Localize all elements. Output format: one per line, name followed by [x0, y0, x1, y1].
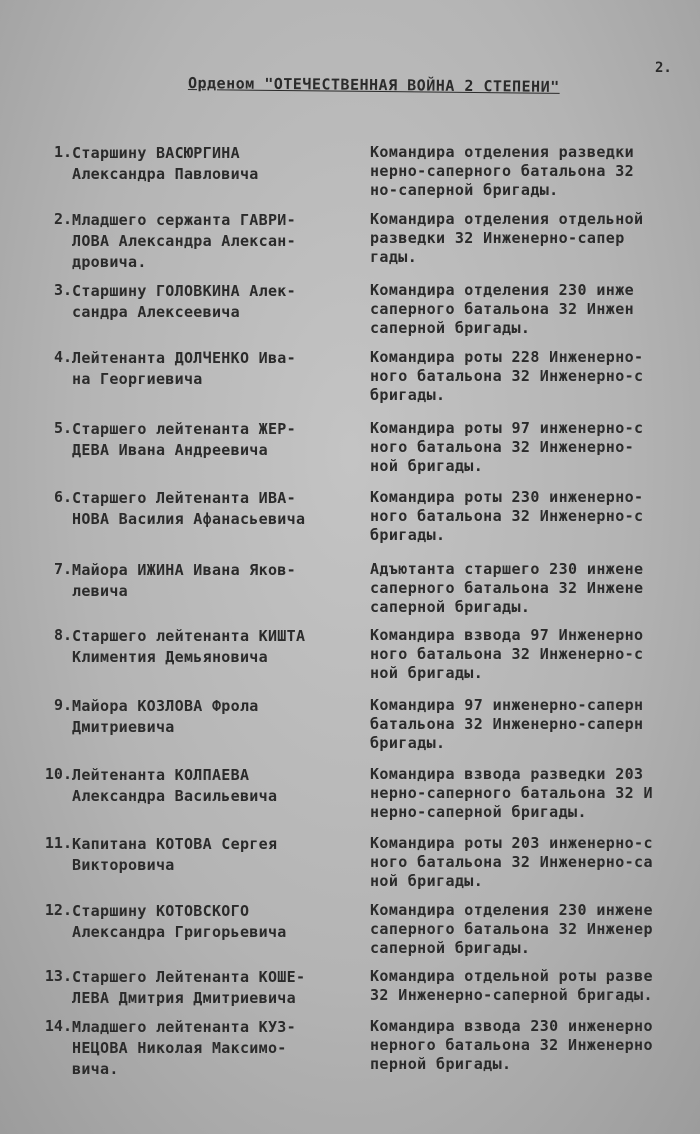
- entry-name: Старшего лейтенанта ЖЕР- ДЕВА Ивана Андреевича: [72, 420, 296, 459]
- award-entry: [0, 1017, 700, 1087]
- award-entry: [0, 696, 700, 766]
- award-entry: [0, 419, 700, 489]
- entry-position: Командира взвода 230 инженерно нерного батальона 32 Инженерно перной бригады.: [370, 1017, 653, 1073]
- entry-name: Старшего Лейтенанта ИВА- НОВА Василия Афанасьевича: [72, 489, 306, 528]
- entry-number: 11.: [44, 834, 72, 852]
- entry-position: Командира взвода разведки 203 нерно-саперного батальона 32 И нерно-саперной бригады.: [370, 765, 653, 821]
- award-entry: [0, 834, 700, 904]
- entry-position: Командира роты 97 инженерно-с ного батальона 32 Инженерно- ной бригады.: [370, 419, 644, 475]
- document-title: Орденом "ОТЕЧЕСТВЕННАЯ ВОЙНА 2 СТЕПЕНИ": [187, 74, 560, 96]
- entry-name: Старшину ГОЛОВКИНА Алек- сандра Алексеевича: [72, 282, 296, 321]
- award-entry: [0, 281, 700, 351]
- entry-name: Старшину КОТОВСКОГО Александра Григорьевича: [72, 902, 287, 941]
- entry-number: 12.: [44, 901, 72, 919]
- award-entry: [0, 210, 700, 280]
- entry-number: 5.: [53, 419, 72, 437]
- award-entry: [0, 901, 700, 971]
- entry-name: Лейтенанта ДОЛЧЕНКО Ива- на Георгиевича: [72, 349, 296, 388]
- entry-number: 2.: [53, 210, 72, 228]
- entry-position: Командира взвода 97 Инженерно ного батальона 32 Инженерно-с ной бригады.: [370, 626, 644, 682]
- entry-position: Командира отдельной роты разве 32 Инженерно-саперной бригады.: [370, 967, 653, 1004]
- entry-position: Командира роты 203 инженерно-с ного батальона 32 Инженерно-са ной бригады.: [370, 834, 653, 890]
- award-entry: [0, 765, 700, 835]
- entry-position: Адъютанта старшего 230 инжене саперного батальона 32 Инжене саперной бригады.: [370, 560, 644, 616]
- entry-number: 13.: [44, 967, 72, 985]
- entry-position: Командира роты 230 инженерно- ного батальона 32 Инженерно-с бригады.: [370, 488, 644, 544]
- entry-name: Старшего Лейтенанта КОШЕ- ЛЕВА Дмитрия Дмитриевича: [72, 968, 306, 1007]
- entry-name: Младшего лейтенанта КУЗ- НЕЦОВА Николая Максимо- вича.: [72, 1018, 296, 1078]
- entry-name: Лейтенанта КОЛПАЕВА Александра Васильевича: [72, 766, 278, 805]
- award-entry: [0, 488, 700, 558]
- entry-number: 3.: [53, 281, 72, 299]
- award-entry: [0, 348, 700, 418]
- entry-number: 1.: [53, 143, 72, 161]
- entry-name: Майора ИЖИНА Ивана Яков- левича: [72, 561, 296, 600]
- entry-name: Капитана КОТОВА Сергея Викторовича: [72, 835, 278, 874]
- entry-number: 7.: [53, 560, 72, 578]
- entry-number: 6.: [53, 488, 72, 506]
- entry-name: Старшину ВАСЮРГИНА Александра Павловича: [72, 144, 259, 183]
- entry-name: Майора КОЗЛОВА Фрола Дмитриевича: [72, 697, 259, 736]
- entry-position: Командира отделения отдельной разведки 32 Инженерно-сапер гады.: [370, 210, 644, 266]
- entry-position: Командира отделения 230 инжене саперного батальона 32 Инженер саперной бригады.: [370, 901, 653, 957]
- entry-position: Командира отделения 230 инже саперного батальона 32 Инжен саперной бригады.: [370, 281, 635, 337]
- award-entry: [0, 560, 700, 630]
- award-entry: [0, 626, 700, 696]
- entry-position: Командира отделения разведки нерно-саперного батальона 32 но-саперной бригады.: [370, 143, 635, 199]
- page-number: 2.: [655, 60, 672, 76]
- award-entry: [0, 143, 700, 213]
- entry-name: Старшего лейтенанта КИШТА Климентия Демьяновича: [72, 627, 306, 666]
- entry-number: 9.: [53, 696, 72, 714]
- entry-position: Командира 97 инженерно-саперн батальона 32 Инженерно-саперн бригады.: [370, 696, 644, 752]
- entry-number: 14.: [44, 1017, 72, 1035]
- entry-name: Младшего сержанта ГАВРИ- ЛОВА Александра Алексан- дровича.: [72, 211, 296, 271]
- entry-number: 4.: [53, 348, 72, 366]
- entry-position: Командира роты 228 Инженерно- ного батальона 32 Инженерно-с бригады.: [370, 348, 644, 404]
- entry-number: 8.: [53, 626, 72, 644]
- entry-number: 10.: [44, 765, 72, 783]
